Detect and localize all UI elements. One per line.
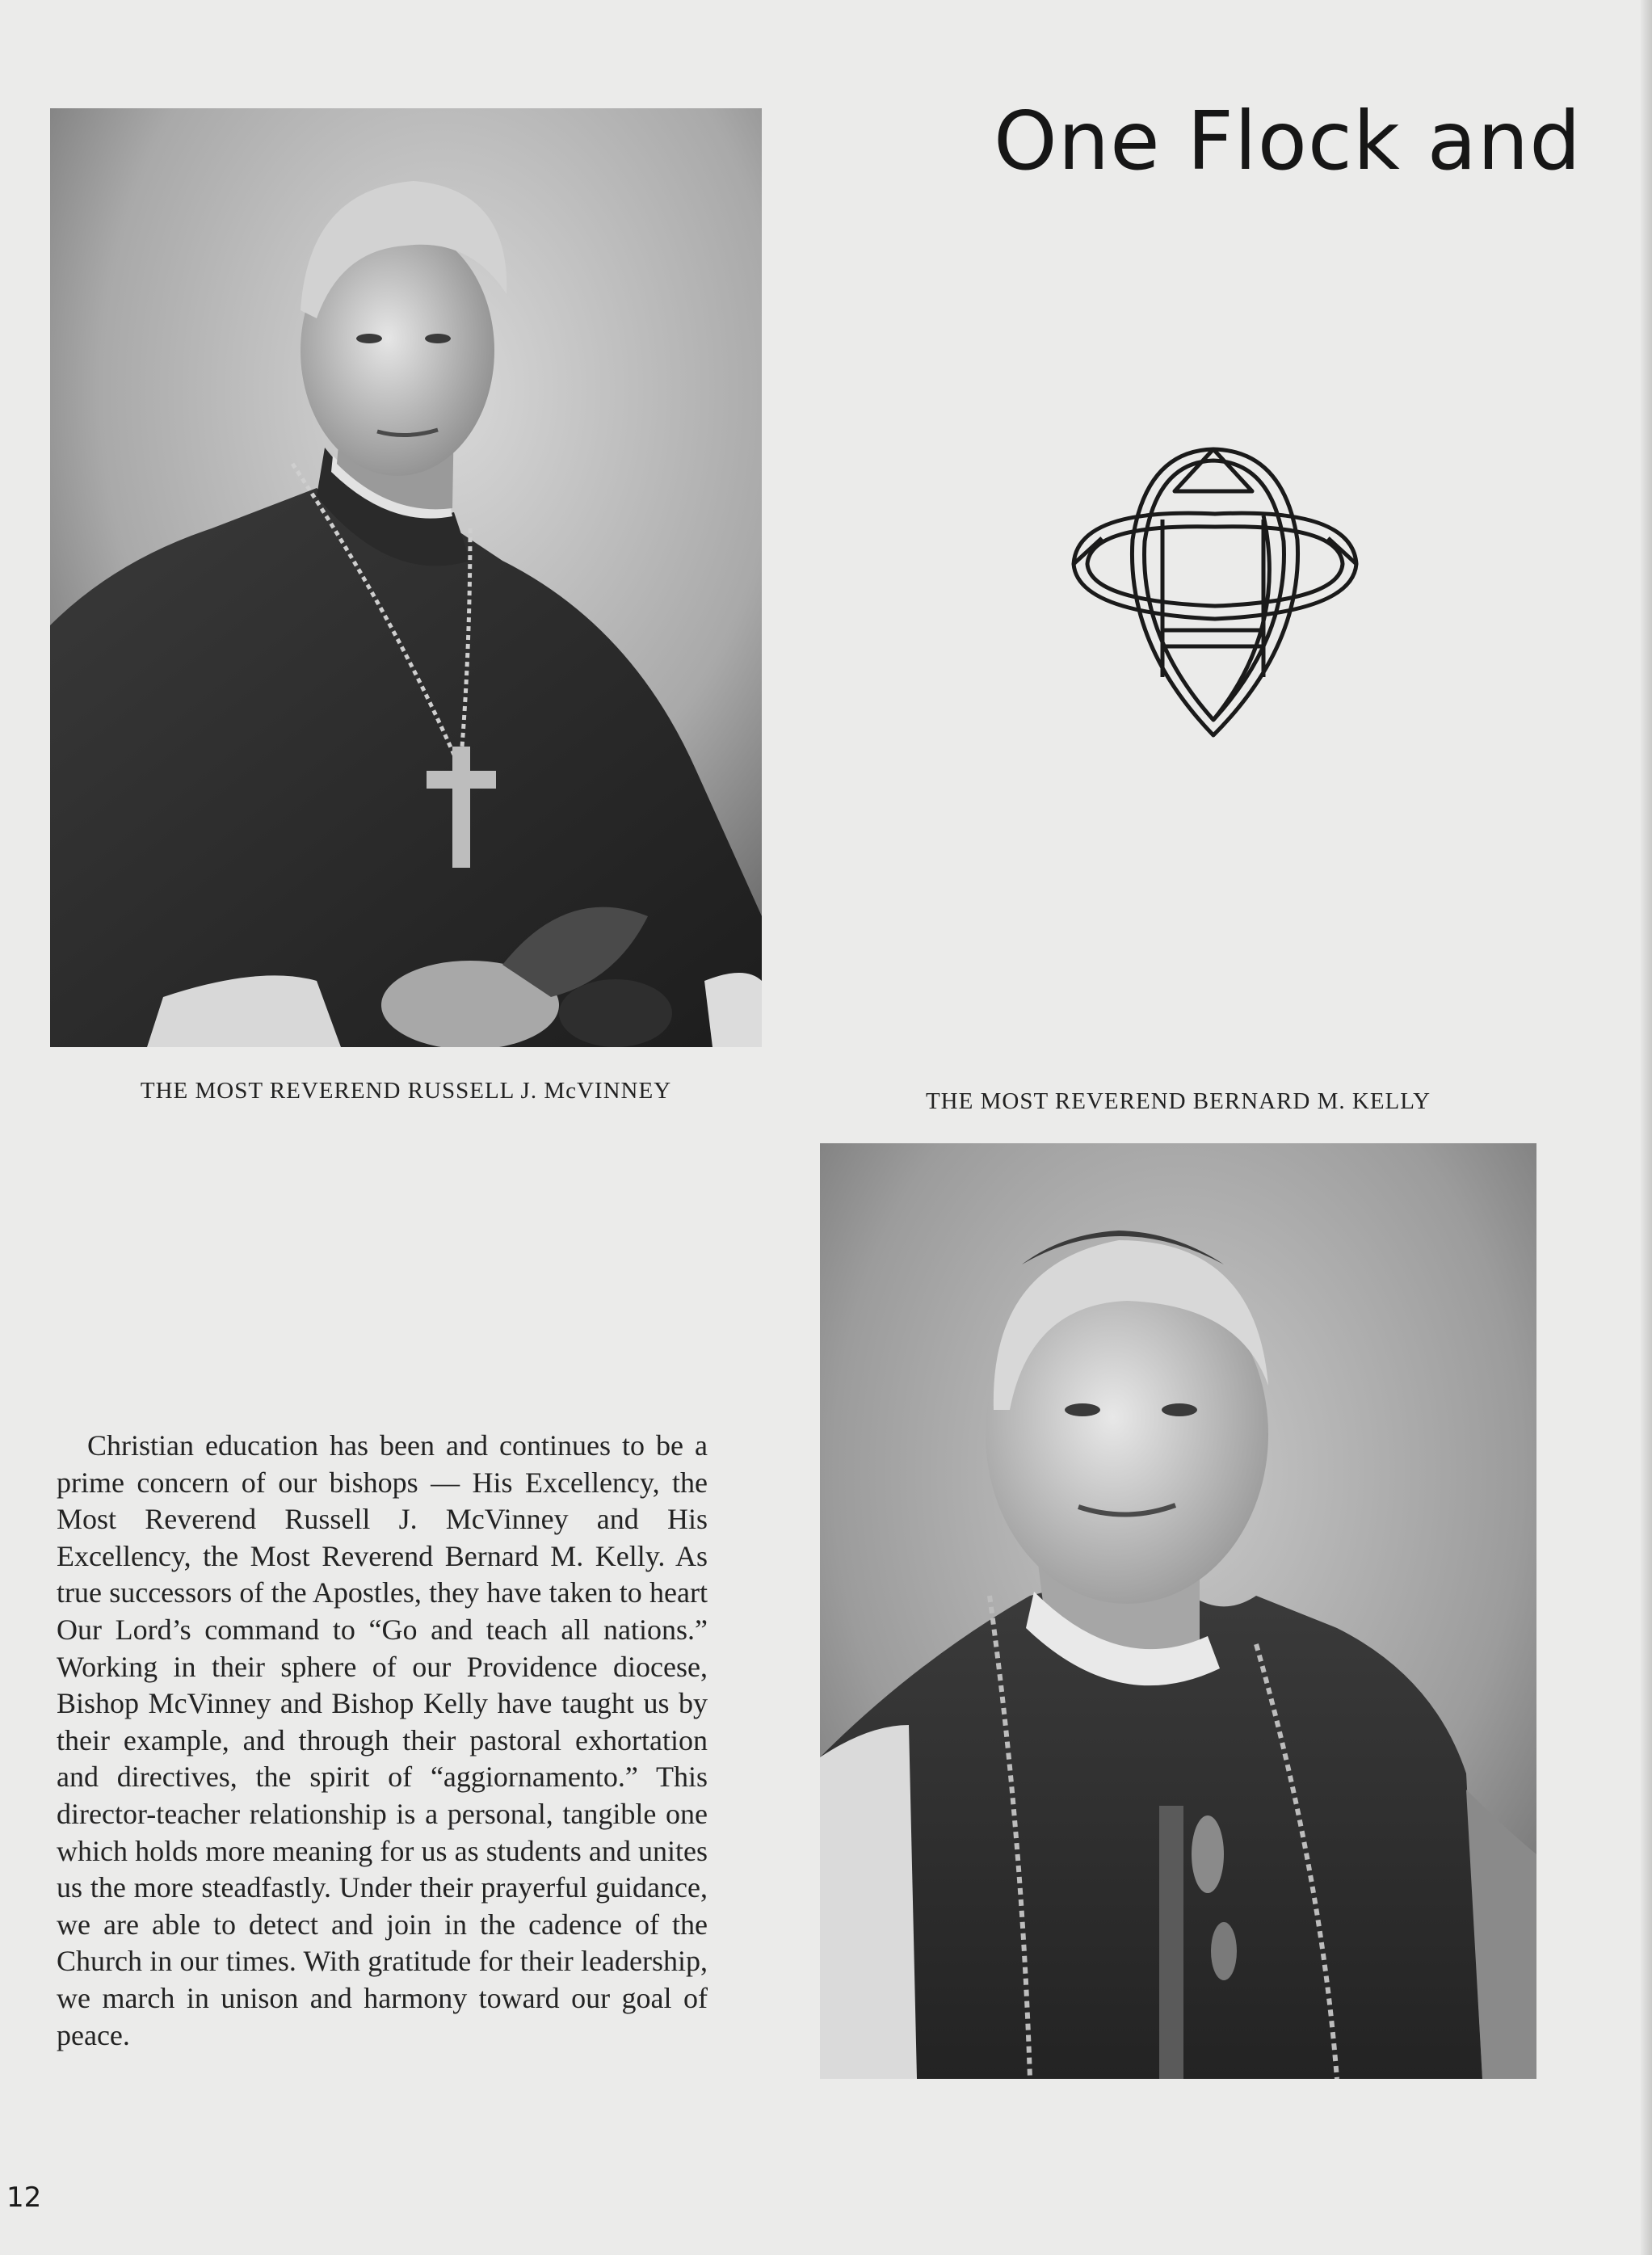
photo-caption-mcvinney: THE MOST REVEREND RUSSELL J. McVINNEY <box>140 1078 672 1104</box>
page-edge <box>1641 0 1652 2255</box>
article-paragraph: Christian education has been and continues to be a prime concern of our bishops — His Excellency, the Most Reverend Russell J. McVinney and His Excellency, the Most Reverend Bernard M. Kelly. As true successors of the Apostles, they have taken to heart Our Lord’s command to “Go and teach all nations.” Working in their sphere of our Providence diocese, Bishop McVinney and Bishop Kelly have taught us by their example, and through their pastoral exhortation and directives, the spirit of “aggiornamento.” This director-teacher relationship is a personal, tangible one which holds more meaning for us as students and unites us the more steadfastly. Under their prayerful guidance, we are able to detect and join in the cadence of the Church in our times. With gratitude for their leadership, we march in unison and harmony toward our goal of peace. <box>57 1429 708 2051</box>
portrait-photo-mcvinney <box>50 108 762 1047</box>
globe-emblem-icon <box>1070 443 1360 742</box>
page-number: 12 <box>6 2181 42 2214</box>
portrait-photo-kelly <box>820 1143 1536 2079</box>
page-title: One Flock and <box>994 94 1582 188</box>
photo-caption-kelly: THE MOST REVEREND BERNARD M. KELLY <box>925 1088 1431 1114</box>
article-body <box>57 1428 708 2054</box>
